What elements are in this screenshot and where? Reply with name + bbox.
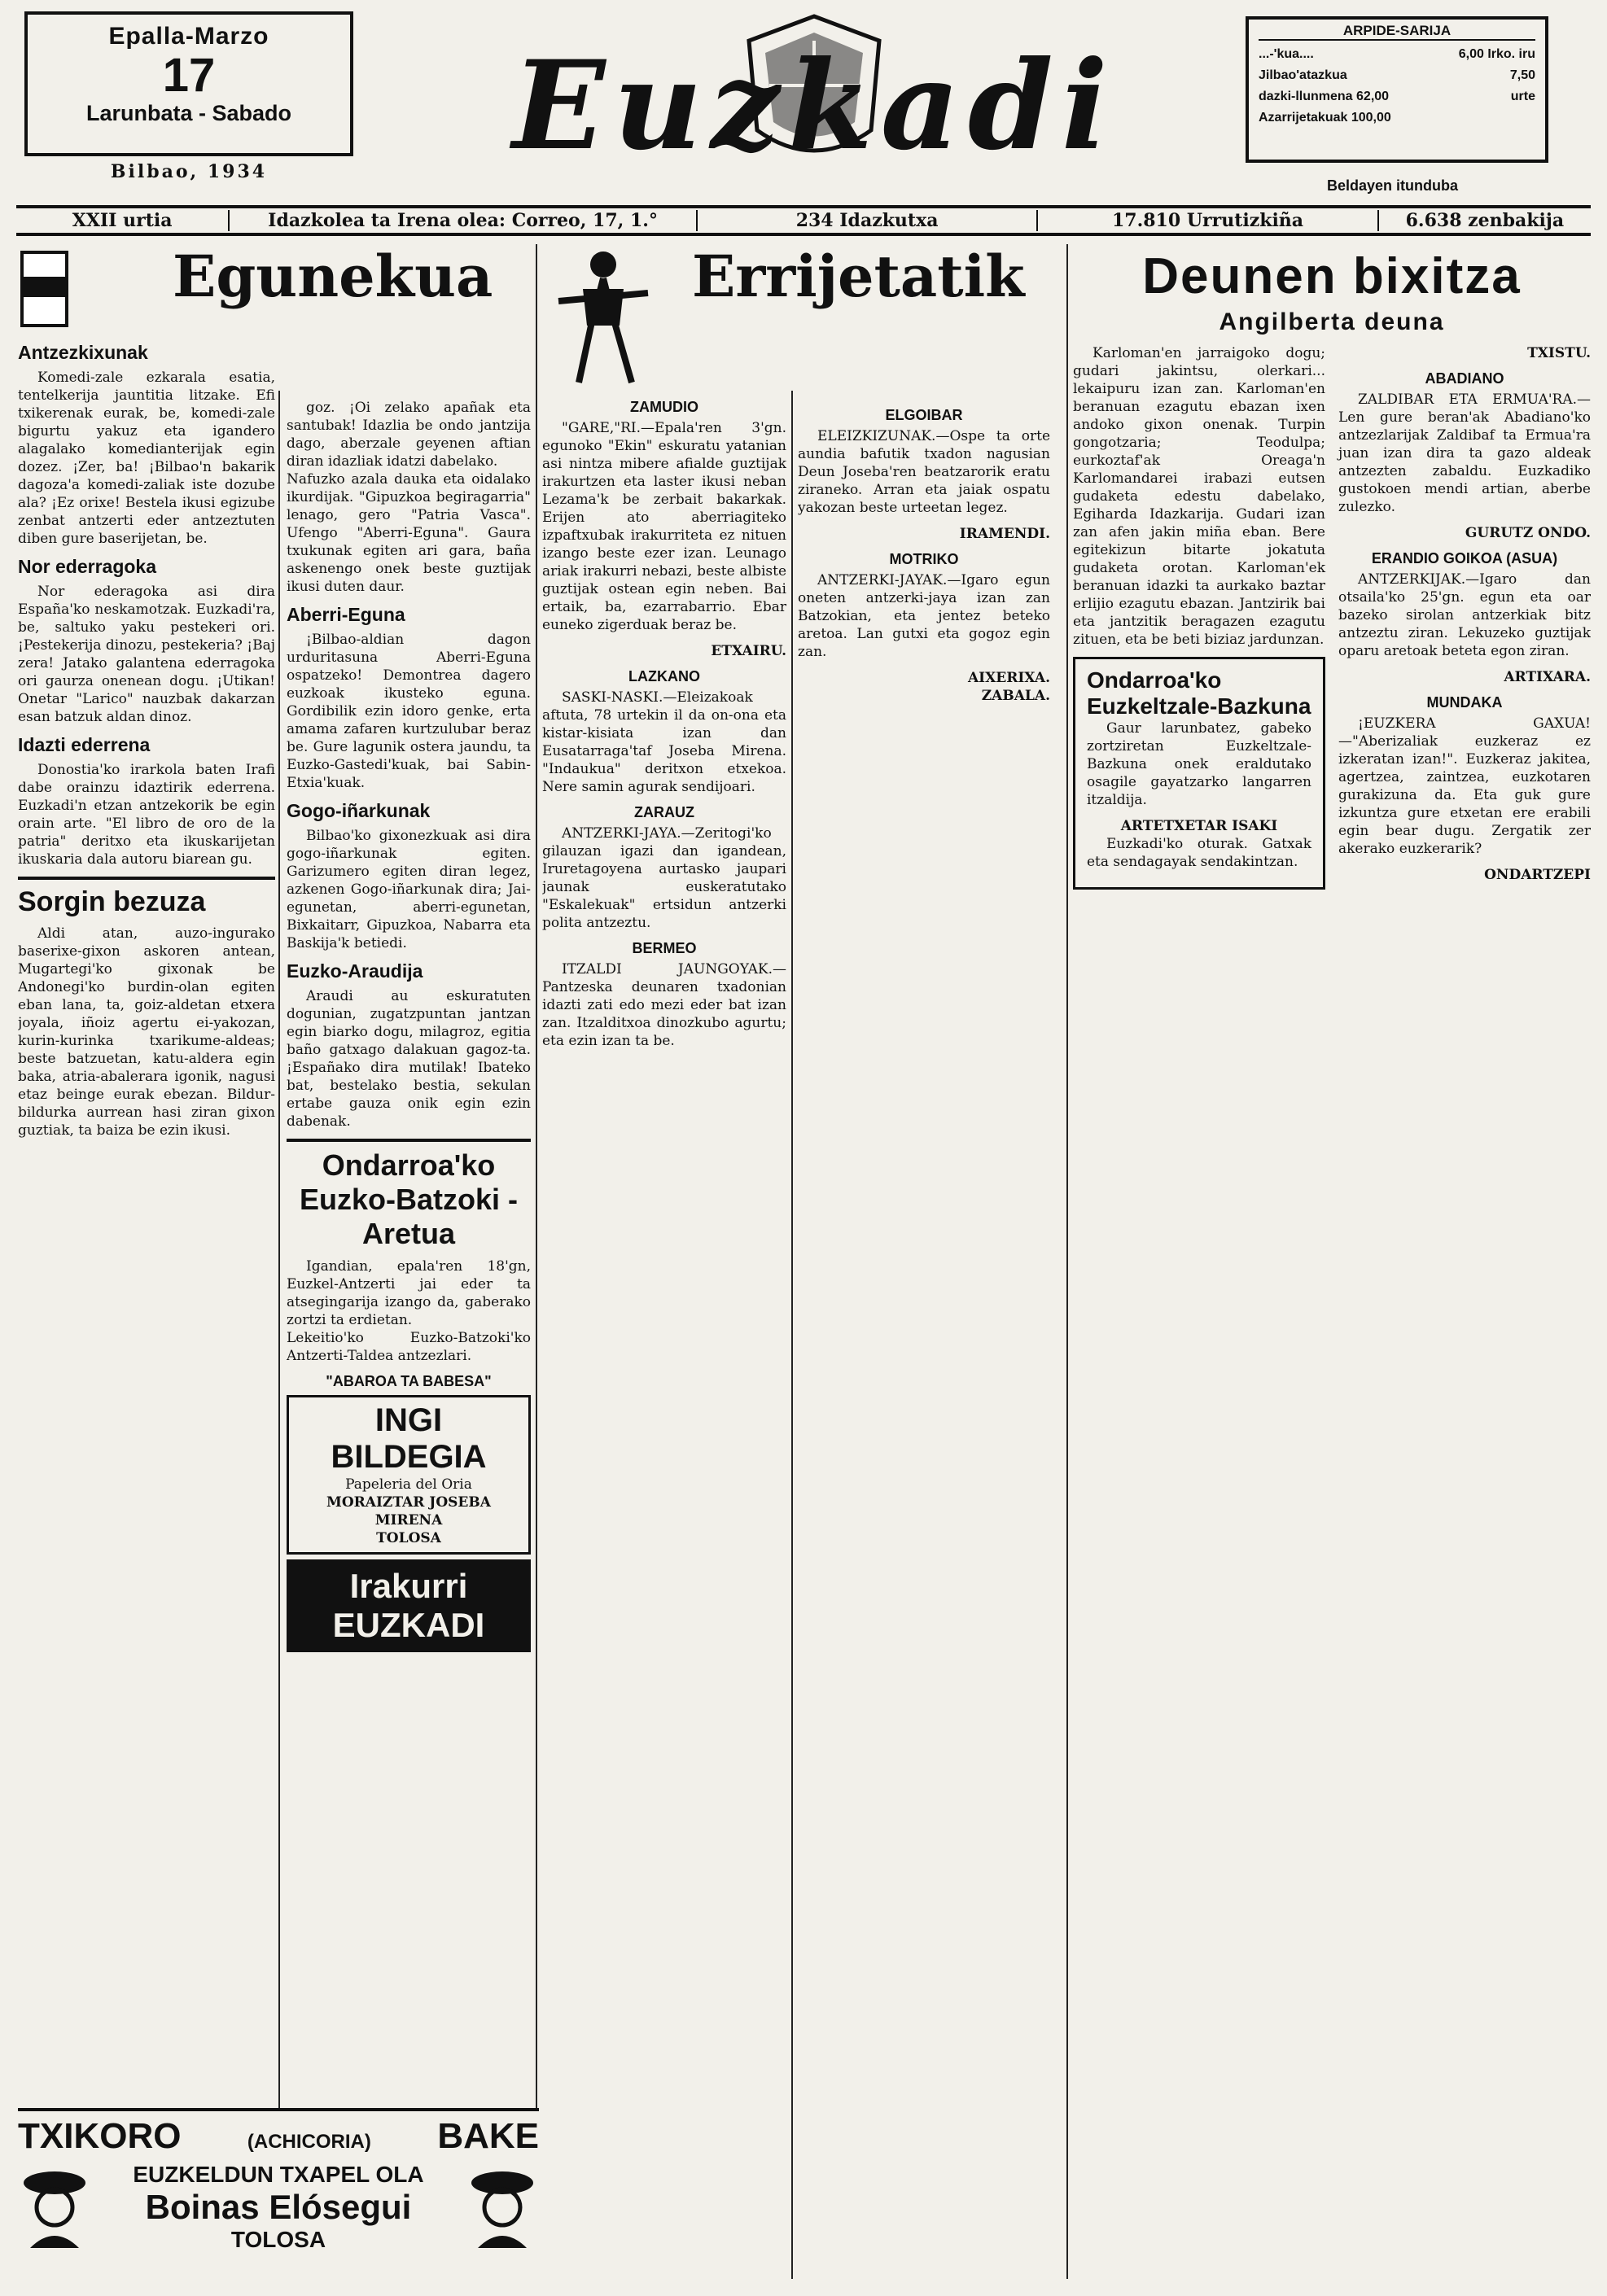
section-text: Donostia'ko irarkola baten Irafi dabe orainzu idaztirik ederrena. Euzkadi'n etzan antzekorik be egin orain arte. "El libro de oro de la patria" deritxo eta ikuskarijetan ikuskaria dala autoru biarean gu. [18, 762, 275, 868]
article-text: goz. ¡Oi zelako apañak eta santubak! Idazlia be ondo jantzija dago, aberzale geyenen aftian diran idazliak idatzi dabelako. Nafuzko azala dauka eta oidalako ikurdijak. "Gipuzkoa begiragarria" lenago, gero "Patria Vasca". Ufengo "Aberri-Eguna". Gaura txukunak egiten ari gara, baña askenengo onek beste guztijak ikusi duten daur. [287, 400, 531, 595]
date-day: 17 [162, 49, 216, 102]
section-title: MOTRIKO [889, 551, 959, 567]
errijetatik-heading: Errijetatik [692, 243, 1025, 310]
divider [18, 877, 275, 880]
admin-note: Beldayen itunduba [1327, 177, 1459, 194]
section-text: ITZALDI JAUNGOYAK.—Pantzeska deunaren txadonian idazti zati edo mezi eder bat izan zan. Itzalditxoa dinozkubo agurtu; eta ezin izan ta be. [542, 961, 786, 1049]
column-4 [798, 399, 1050, 2279]
price-row: Jilbao'atazkua 7,50 [1259, 68, 1535, 82]
section-title: ZAMUDIO [630, 399, 698, 415]
deunen-subheader: Angilberta deuna [1219, 308, 1445, 335]
egunekua-heading: Egunekua [173, 243, 493, 310]
egunekua-sections [18, 342, 275, 868]
beret-man-icon [18, 2167, 91, 2248]
date-months: Epalla-Marzo [108, 23, 269, 50]
bildegia-ad [287, 1395, 531, 1555]
txapel-text [99, 2162, 458, 2253]
signature: GURUTZ ONDO. [1465, 525, 1591, 541]
section-text: ANTZERKI-JAYA.—Zeritogi'ko gilauzan igazi dan igandean, Iruretagoyena aurtasko jaupari jaunak euskeratutako "Eskalekuak" ertsidun antzerki polita antzeztu. [542, 825, 786, 931]
ad-title: INGI BILDEGIA [331, 1402, 487, 1475]
section-text: Komedi-zale ezkarala esatia, tentelkerija jauntitia litzake. Efi txikerenak eurak, be, komedi-zale bigurtu yakuz eta igandero alagalako komedianterijak egin dozez. ¡Zer, ba! ¡Bilbao'n bakarik dagoza'a komedi-zaliak iste dozube ala? ¡Ez orixe! Bestela ikusi egizube zenbat antzerti eder antzeztuten diben gure baserijetan, be. [18, 370, 275, 547]
euzkeltzale-box [1073, 657, 1325, 890]
subscription-box [1246, 16, 1548, 163]
ad-owner: MORAIZTAR JOSEBA MIRENA [326, 1494, 491, 1528]
signature: ONDARTZEPI [1484, 867, 1591, 883]
section-title: Antzezkixunak [18, 342, 148, 363]
section-text: ZALDIBAR ETA ERMUA'RA.—Len gure beran'ak Abadiano'ko antzezlarijak Zaldibaf ta Ermua'ra juan izan dira ta gazo aldeak antzezten zabaldu. Euzkadiko gustokoen mendi artian, aberbe zulezko. [1338, 391, 1591, 515]
section-title: MUNDAKA [1426, 694, 1503, 711]
price-row: ...-'kua.... 6,00 Irko. iru [1259, 47, 1535, 61]
section-title: ZARAUZ [634, 804, 694, 820]
signature: AIXERIXA. [967, 670, 1050, 686]
dancer-illustration-icon [542, 244, 664, 391]
section-title: Gogo-iñarkunak [287, 800, 431, 821]
column-3 [542, 244, 786, 2279]
section-title: Euzko-Araudija [287, 960, 423, 982]
deunen-text: Karloman'en jarraigoko dogu; gudari jakintsu, olerkari... lekaipuru izan zan. Karloman'en beranuan ezagutu ebazan ixen andoko gixon onenak. Turpin gongotzaria; Teodulpa; eurkoztaf'ak Oreaga'n Karlomandarei irabazi eutsen gudaketa edestu dabelako, Egiharda Idazkarija. Gudari izan zan afen jakin miña eban. Bere egitekizun bitarte jokatuta gudaketa orotan. Karloman'ek beranuan idazki ta aurkako baztar erlijio ezagutu ebazan. Jantzirik bai eta jantzitik beragazen ezagutu zituen, eta be beti biziaz jardunzan. [1073, 345, 1325, 648]
section-title: Idazti ederrena [18, 734, 151, 755]
masthead [0, 0, 1607, 203]
section-title: BERMEO [632, 940, 697, 956]
txapel-line1: EUZKELDUN TXAPEL OLA [133, 2162, 424, 2187]
box-speaker: ARTETXETAR ISAKI [1120, 818, 1278, 834]
address-label: Idazkolea ta Irena olea: Correo, 17, 1.° [230, 210, 698, 231]
irakurri-ad: Irakurri EUZKADI [287, 1559, 531, 1652]
logo-text: Euzkadi [512, 34, 1116, 177]
sorgin-header: Sorgin bezuza [18, 886, 206, 917]
txapel-line2: Boinas Elósegui [145, 2188, 412, 2226]
column-rule [1066, 244, 1068, 2279]
deunen-header: Deunen bixitza [1142, 248, 1522, 304]
txapel-line3: TOLOSA [230, 2227, 326, 2252]
column-2 [287, 399, 531, 2279]
section-text: ELEIZKIZUNAK.—Ospe ta orte aundia bafutik txadon nagusian Deun Joseba'ren beatzarorik eratu ziraneko. Arran eta jaiak ospatu yakozan beste urteetan legez. [798, 428, 1050, 516]
section-title: ERANDIO GOIKOA (ASUA) [1371, 550, 1558, 566]
txikoro-row [18, 2116, 539, 2157]
price-row: dazki-llunmena 62,00 urte [1259, 90, 1535, 103]
column-rule [791, 391, 793, 2279]
date-weekday: Larunbata - Sabado [85, 101, 292, 125]
signature: ZABALA. [981, 688, 1050, 704]
info-bar [16, 205, 1591, 236]
column-rule [536, 244, 537, 2279]
section-text: SASKI-NASKI.—Eleizakoak aftuta, 78 urtekin il da on-ona eta kistar-kisiata izan dan Eusatarraga'taf Joseba Mirena. "Indaukua" deritxon etxekoa. Nere samin agurak sendijoari. [542, 689, 786, 795]
matchbox-icon [18, 244, 75, 334]
signature: IRAMENDI. [959, 526, 1050, 542]
number-label: 6.638 zenbakija [1405, 210, 1565, 231]
beret-man-icon [466, 2167, 539, 2248]
newspaper-logo [456, 33, 1172, 195]
ad-sub: Papeleria del Oria [345, 1476, 472, 1493]
section-text: ¡EUZKERA GAXUA!—"Aberizaliak euzkeraz ez izkeratan izan!". Euzkeraz jakitea, agertzea, zaintzea, euzkotaren gurakizuna da. Eta guk gure izkuntza gure etxetan ere erabili egin bear dugu. Zergatik zer akerako euzkerarik? [1338, 715, 1591, 857]
errijetatik-title [692, 244, 1083, 309]
sorgin-text: Aldi atan, auzo-ingurako baserixe-gixon askoren antean, Mugartegi'ko gixonak be Andonegi'ko burdin-olan egiten eban lana, ta, goiz-aldetan etxera joyala, iñoiz agertu ei-yakozan, kurin-kurinka txarikume-aldeas; beste batzuetan, katu-aldera egin baka, atria-abalerara igonik, nagusi etaz beinge eurak ebezan. Bildur-bildurka aurrean hasi ziran gixon guztiak, ta baiza be ezin ikusi. [18, 925, 275, 1139]
column-5 [1073, 244, 1591, 2279]
section-title: ELGOIBAR [885, 407, 963, 423]
ondarroa-header: Ondarroa'ko Euzko-Batzoki - Aretua [299, 1148, 518, 1250]
txikoro-ad [18, 2108, 539, 2287]
egunekua-title [173, 244, 531, 309]
deunen-body [1073, 344, 1591, 891]
date-box [24, 11, 353, 156]
section-title: Aberri-Eguna [287, 604, 405, 625]
box-text: Gaur larunbatez, gabeko zortziretan Euzkeltzale-Bazkuna onek eraldutako osagile gayatzarko langarren itzaldija. [1087, 720, 1311, 808]
price-row: Azarrijetakuak 100,00 [1259, 111, 1391, 125]
section-text: "GARE,"RI.—Epala'ren 3'gn. egunoko "Ekin" eskuratu yatanian asi nintza mibere afialde guztijak irakurtzen eta laster ikusi neban Lezama'k be zerbait bakarkak. Erijen ato aberriagiteko izpaftxubak irakurriteta ez nituen izango beste ezer izan. Leunago ariak irakurri nebazi, beste albiste guztijak ostean egin neben. Bai ertaik, ba, ezarrabarrio. Ebar euneko zigerduak beraz be. [542, 420, 786, 633]
signature: TXISTU. [1527, 345, 1591, 361]
serial-label: 17.810 Urrutizkiña [1038, 210, 1378, 231]
section-text: Bilbao'ko gixonezkuak asi dira gogo-iñarkunak egiten. Garizumero egiten diran legez, azkenen Gogo-iñarkunak dira; Jai-egunetan, aberri-egunetan, Bixkaitarr, Gipuzkoa, Nabarra eta Baskija'k betiedi. [287, 828, 531, 951]
section-text: ANTZERKIJAK.—Igaro dan otsaila'ko 25'gn. egun eta oar bazeko sirolan antzerkiak bitz antzeztu ziran. Lekuzeko guztijak oparu aretoak beteta egon ziran. [1338, 571, 1591, 659]
signature: ARTIXARA. [1504, 669, 1591, 685]
signature: ETXAIRU. [711, 643, 786, 659]
program-title: "ABAROA TA BABESA" [326, 1373, 492, 1389]
section-title: ABADIANO [1425, 370, 1504, 387]
subscription-title: ARPIDE-SARIJA [1259, 23, 1535, 41]
ondarroa-text: Igandian, epala'ren 18'gn, Euzkel-Antzerti jai eder ta atsegingarija izango da, gaberako zortzi ta erdietan. Lekeitio'ko Euzko-Batzoki'ko Antzerti-Taldea antzezlari. [287, 1258, 531, 1364]
txikoro-sub: (ACHICORIA) [247, 2131, 371, 2153]
ad-city: TOLOSA [376, 1530, 441, 1546]
column-1 [18, 244, 275, 2279]
issue-label: 234 Idazkutxa [698, 210, 1038, 231]
section-text: Araudi au eskuratuten dogunian, zugatzpuntan jantzan egin biarko dogu, milagroz, egitia baño gatxago dalakuan gagoz-ta. ¡Españako dira mutilak! Ibateko bat, bestelako bestia, sekulan ertabe gauza onik egin ezin dabenak. [287, 988, 531, 1130]
section-title: Nor ederragoka [18, 556, 157, 577]
column-rule [278, 391, 280, 2279]
section-text: Nor ederagoka asi dira España'ko neskamotzak. Euzkadi'ra, be, saltuko yaku pestekeri ori. ¡Pestekerija dinozu, pestekeria? ¡Baj zera! Jatako galantena ederragoka ori gaurza onenean dogu. ¡Utikan! Onetar "Larico" nauzbak dakarzan esan batzuk aldan dinoz. [18, 584, 275, 725]
place-year: Bilbao, 1934 [110, 161, 268, 182]
box-title: Ondarroa'ko Euzkeltzale-Bazkuna [1087, 667, 1311, 719]
section-text: ¡Bilbao-aldian dagon urduritasuna Aberri-Eguna ospatzeko! Demontrea dagero euzkoak ikusteko eguna. Gordibilik ezin idoro genke, erta amama zafaren kurtzulubar beraz be. Gure lagunik ostera jaundu, ta Euzko-Gastedi'kuak, bai Sabin-Etxia'kuak. [287, 632, 531, 791]
section-title: LAZKANO [628, 668, 700, 684]
txapel-row [18, 2162, 539, 2253]
divider [287, 1139, 531, 1142]
box-topic: Euzkadi'ko oturak. Gatxak eta sendagayak sendakintzan. [1087, 836, 1311, 870]
year-label: XXII urtia [16, 210, 230, 231]
txikoro-title: TXIKORO [18, 2116, 182, 2156]
section-text: ANTZERKI-JAYAK.—Igaro egun oneten antzerki-jaya izan zan Batzokian, eta jentez beteko aretoa. Lan gutxi eta gogoz egin zan. [798, 572, 1050, 660]
bake-title: BAKE [437, 2116, 539, 2156]
